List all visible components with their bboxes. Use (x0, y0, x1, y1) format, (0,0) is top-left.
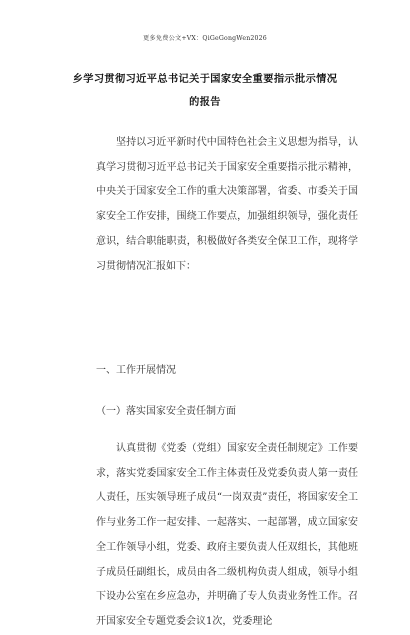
intro-paragraph: 坚持以习近平新时代中国特色社会主义思想为指导，认真学习贯彻习近平总书记关于国家安全重要指示批示精神，中央关于国家安全工作的重大决策部署，省委、市委关于国家安全工作安排，围绕工作要点，加强组织领导，强化责任意识，结合职能职责，积极做好各类安全保卫工作，现将学习贯彻情况汇报如下： (96, 137, 358, 272)
body-paragraph-1: 认真贯彻《党委（党组）国家安全责任制规定》工作要求，落实党委国家安全工作主体责任及党委负责人第一责任人责任，压实领导班子成员“一岗双责”责任，将国家安全工作与业务工作一起安排、一起落实、一起部署，成立国家安全工作领导小组，党委、政府主要负责人任双组长，其他班子成员任副组长，成员由各二级机构负责人组成，领导小组下设办公室在乡应急办，并明确了专人负责业务性工作。召开国家安全专题党委会议1次，党委理论 (96, 443, 358, 627)
subsection-heading-1: （一）落实国家安全责任制方面 (96, 406, 236, 417)
header-note: 更多免费公文+VX：QiGeGongWen2026 (143, 35, 267, 42)
document-title-line-1: 乡学习贯彻习近平总书记关于国家安全重要指示批示情况 (72, 74, 338, 85)
section-heading-1: 一、工作开展情况 (96, 365, 176, 376)
document-title-line-2: 的报告 (189, 97, 221, 108)
